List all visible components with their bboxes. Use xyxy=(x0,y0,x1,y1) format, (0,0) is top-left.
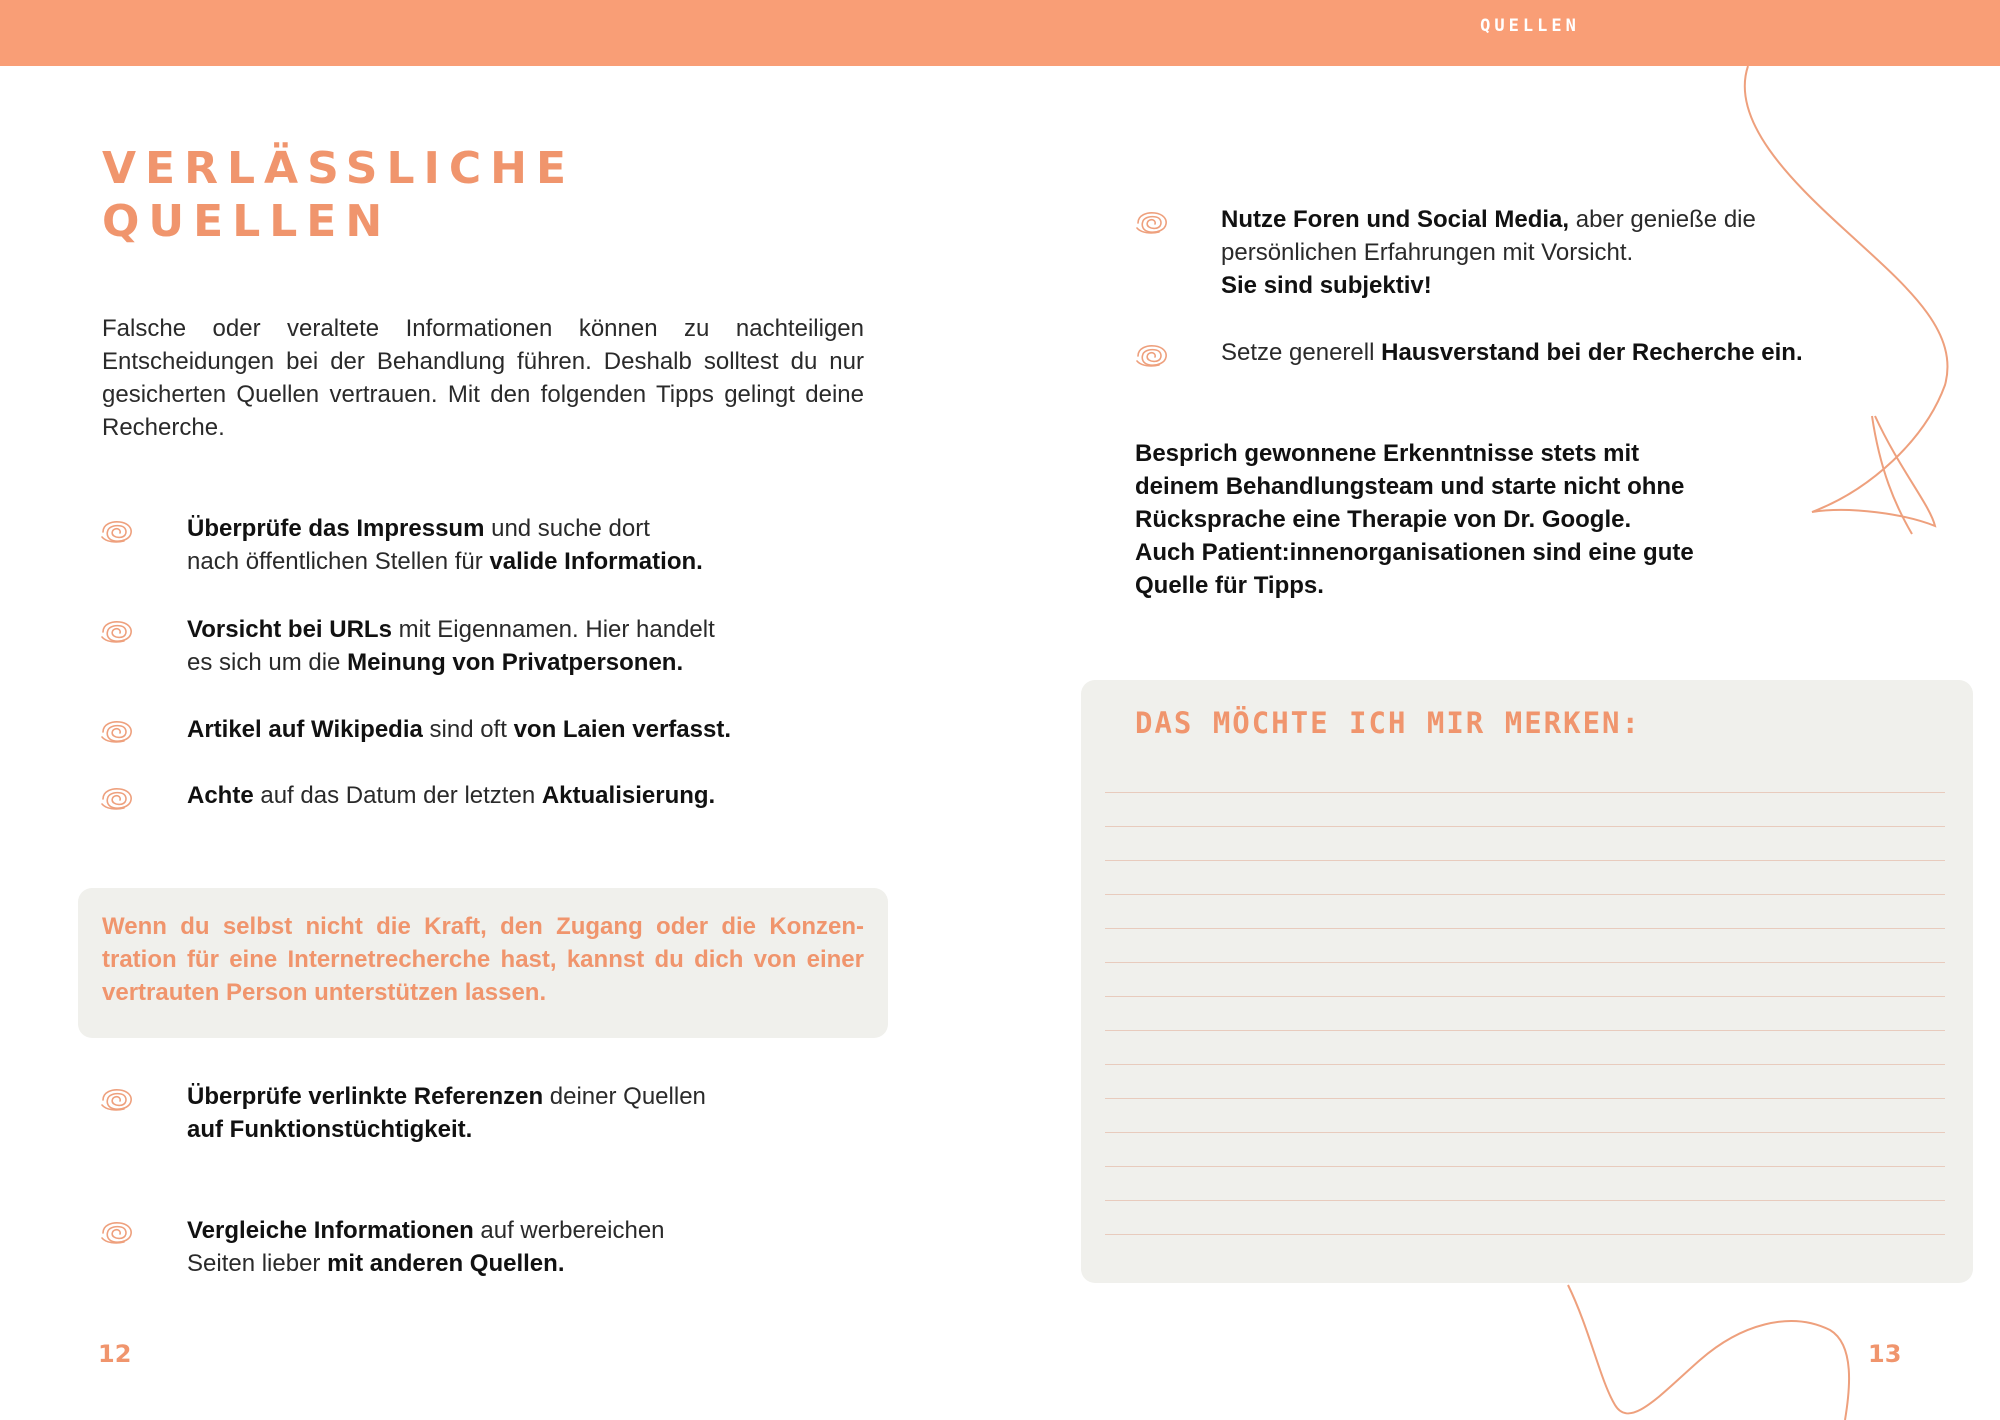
page-title xyxy=(102,142,575,248)
tip-item xyxy=(187,1214,665,1280)
tip-emphasis: Hausverstand bei der Recherche ein. xyxy=(1381,339,1803,366)
tip-line xyxy=(187,713,731,746)
note-rule-line xyxy=(1105,1132,1945,1133)
advice-line: Quelle für Tipps. xyxy=(1135,572,1324,599)
spiral-bullet-icon xyxy=(100,618,134,644)
advice-paragraph xyxy=(1135,437,1775,602)
tip-line xyxy=(187,545,703,578)
spiral-bullet-icon xyxy=(100,1086,134,1112)
advice-line: Rücksprache eine Therapie von Dr. Google. xyxy=(1135,506,1632,533)
tip-line xyxy=(187,779,715,812)
tip-text: deiner Quellen xyxy=(543,1083,706,1110)
advice-line: Besprich gewonnene Erkenntnisse stets mit xyxy=(1135,440,1640,467)
tip-text: auf werbereichen xyxy=(473,1217,665,1244)
spiral-bullet-icon xyxy=(100,785,134,811)
tip-text: persönlichen Erfahrungen mit Vorsicht. xyxy=(1221,239,1634,266)
tip-line xyxy=(187,1247,665,1280)
callout-text: Wenn du selbst nicht die Kraft, den Zugang oder die Konzentration für eine Internetrecherche hast, kannst du dich von einer vertrauten Person unterstützen lassen. xyxy=(102,913,864,1006)
tip-line xyxy=(187,646,715,679)
note-rule-line xyxy=(1105,1098,1945,1099)
tip-text: nach öffentlichen Stellen für xyxy=(187,548,490,575)
tip-text: Seiten lieber xyxy=(187,1250,328,1277)
tip-item xyxy=(187,779,715,812)
spiral-bullet-icon xyxy=(100,518,134,544)
tip-emphasis: valide Information. xyxy=(489,548,703,575)
note-rule-line xyxy=(1105,1200,1945,1201)
note-rule-line xyxy=(1105,1166,1945,1167)
note-rule-line xyxy=(1105,962,1945,963)
note-rule-line xyxy=(1105,928,1945,929)
tip-emphasis: Artikel auf Wikipedia xyxy=(187,716,423,743)
tip-item xyxy=(1221,203,1756,302)
spiral-bullet-icon xyxy=(1135,342,1169,368)
title-line: VERLÄSSLICHE xyxy=(102,143,576,194)
tip-line xyxy=(1221,336,1803,369)
tip-emphasis: Sie sind subjektiv! xyxy=(1221,272,1432,299)
page-number-left: 12 xyxy=(98,1340,132,1368)
note-rule-line xyxy=(1105,894,1945,895)
advice-line: Auch Patient:innenorganisationen sind eine gute xyxy=(1135,539,1694,566)
tip-emphasis: auf Funktionstüchtigkeit. xyxy=(187,1116,473,1143)
tip-emphasis: Meinung von Privatpersonen. xyxy=(347,649,684,676)
tip-line xyxy=(187,1214,665,1247)
page-number-right: 13 xyxy=(1868,1340,1902,1368)
tip-text: sind oft xyxy=(422,716,514,743)
note-rule-line xyxy=(1105,996,1945,997)
tip-item xyxy=(187,713,731,746)
tip-line xyxy=(187,613,715,646)
tip-line xyxy=(187,1080,706,1113)
spiral-bullet-icon xyxy=(1135,209,1169,235)
note-rule-line xyxy=(1105,1234,1945,1235)
title-line: QUELLEN xyxy=(102,196,392,247)
tip-emphasis: Achte xyxy=(187,782,254,809)
tip-emphasis: Vergleiche Informationen xyxy=(187,1217,474,1244)
tip-emphasis: von Laien verfasst. xyxy=(513,716,731,743)
tip-emphasis: Überprüfe das Impressum xyxy=(187,515,485,542)
intro-paragraph: Falsche oder veraltete Informationen können zu nachteiligen Entscheidungen bei der Behandlung führen. Deshalb solltest du nur gesicherten Quellen vertrauen. Mit den folgenden Tipps gelingt deine Recherche. xyxy=(102,315,864,441)
tip-line xyxy=(1221,203,1756,236)
advice-line: deinem Behandlungsteam und starte nicht ohne xyxy=(1135,473,1685,500)
note-rule-line xyxy=(1105,1030,1945,1031)
header-bar xyxy=(0,0,2000,66)
tip-emphasis: mit anderen Quellen. xyxy=(327,1250,565,1277)
tip-text: mit Eigennamen. Hier handelt xyxy=(391,616,715,643)
tip-emphasis: Nutze Foren und Social Media, xyxy=(1221,206,1570,233)
tip-emphasis: Aktualisierung. xyxy=(541,782,716,809)
tip-item xyxy=(1221,336,1803,369)
tip-text: es sich um die xyxy=(187,649,348,676)
tip-line xyxy=(187,1113,706,1146)
spiral-bullet-icon xyxy=(100,1219,134,1245)
tip-item xyxy=(187,512,703,578)
tip-emphasis: Überprüfe verlinkte Referenzen xyxy=(187,1083,544,1110)
notes-box[interactable] xyxy=(1081,680,1973,1283)
callout-box xyxy=(78,888,888,1038)
note-rule-line xyxy=(1105,1064,1945,1065)
tip-emphasis: Vorsicht bei URLs xyxy=(187,616,392,643)
tip-line xyxy=(187,512,703,545)
spiral-bullet-icon xyxy=(100,718,134,744)
tip-line xyxy=(1221,236,1756,269)
tip-item xyxy=(187,613,715,679)
tip-line xyxy=(1221,269,1756,302)
note-rule-line xyxy=(1105,860,1945,861)
tip-text: Setze generell xyxy=(1221,339,1382,366)
section-label: QUELLEN xyxy=(1480,16,1580,36)
tip-text: und suche dort xyxy=(484,515,650,542)
tip-text: aber genieße die xyxy=(1569,206,1756,233)
tip-text: auf das Datum der letzten xyxy=(253,782,542,809)
notes-title: DAS MÖCHTE ICH MIR MERKEN: xyxy=(1135,706,1641,740)
note-rule-line xyxy=(1105,826,1945,827)
note-rule-line xyxy=(1105,792,1945,793)
tip-item xyxy=(187,1080,706,1146)
